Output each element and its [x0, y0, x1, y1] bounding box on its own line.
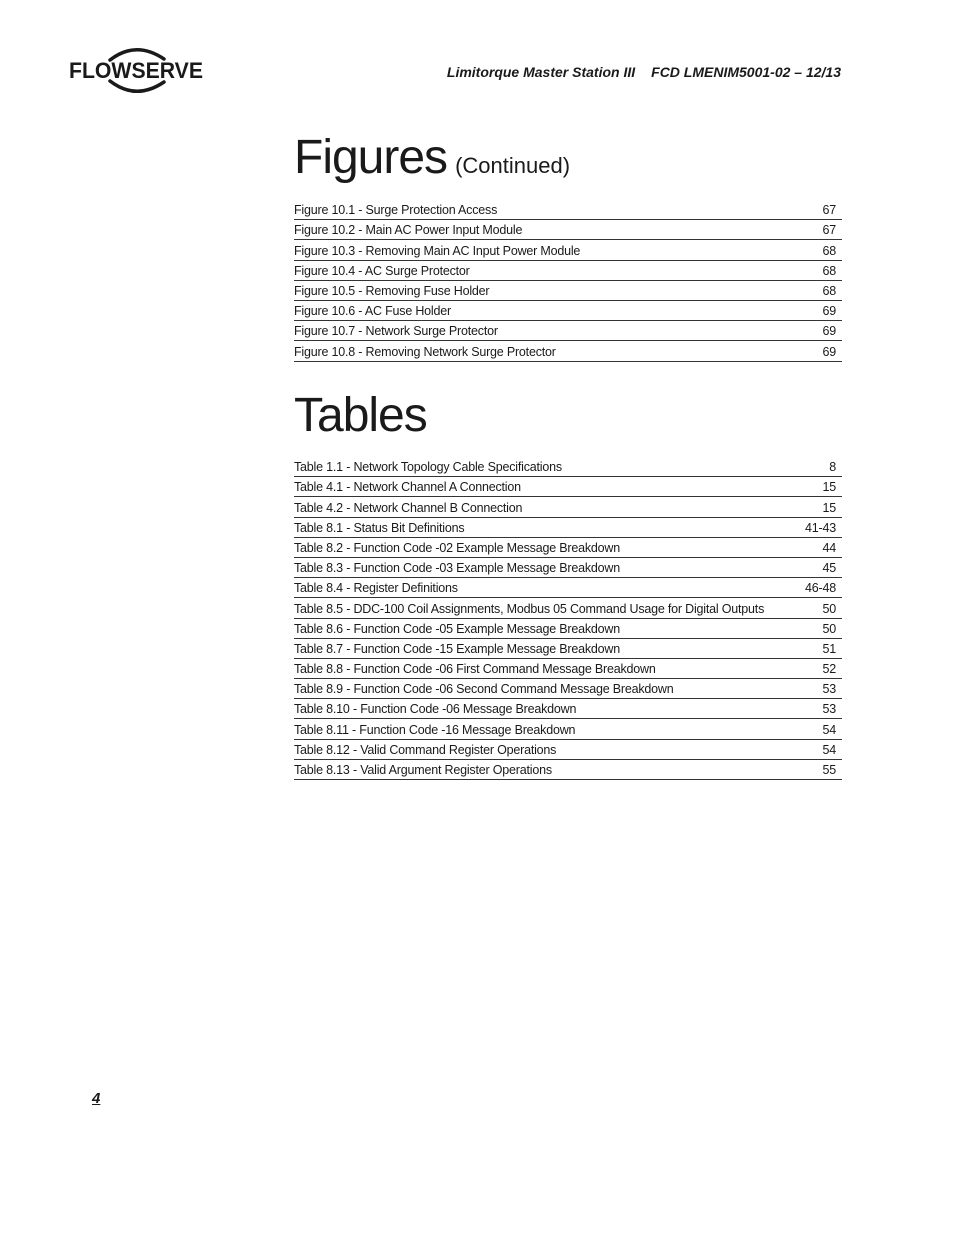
- table-entry[interactable]: [294, 497, 842, 517]
- product-name: Limitorque Master Station III: [446, 64, 636, 80]
- table-entry[interactable]: [294, 740, 842, 760]
- running-header: [447, 64, 841, 80]
- table-entry-label: Table 8.11 - Function Code -16 Message Breakdown: [294, 722, 576, 737]
- flowserve-logo: [68, 42, 208, 98]
- figure-entry-page: 69: [822, 324, 836, 339]
- table-entry-page: 45: [822, 561, 836, 576]
- figures-subtitle: (Continued): [455, 153, 571, 178]
- table-entry-page: 54: [822, 742, 836, 757]
- table-entry-page: 51: [822, 641, 836, 656]
- table-entry[interactable]: [294, 578, 842, 598]
- figure-entry[interactable]: [294, 341, 842, 361]
- figure-entry[interactable]: [294, 321, 842, 341]
- table-entry-label: Table 8.2 - Function Code -02 Example Message Breakdown: [294, 540, 620, 555]
- figure-entry-label: Figure 10.1 - Surge Protection Access: [294, 203, 498, 218]
- table-entry-label: Table 8.13 - Valid Argument Register Operations: [294, 763, 552, 777]
- table-entry-page: 53: [822, 702, 836, 717]
- figure-entry[interactable]: [294, 240, 842, 260]
- figure-entry-page: 69: [822, 344, 836, 359]
- table-entry[interactable]: [294, 619, 842, 639]
- figure-entry-label: Figure 10.4 - AC Surge Protector: [294, 263, 470, 278]
- table-entry[interactable]: [294, 639, 842, 659]
- table-entry-page: 8: [829, 460, 836, 475]
- table-entry-label: Table 4.2 - Network Channel B Connection: [294, 500, 523, 515]
- table-entry-page: 44: [822, 540, 836, 555]
- figure-entry[interactable]: [294, 200, 842, 220]
- table-entry-page: 15: [822, 480, 836, 495]
- table-entry[interactable]: [294, 598, 842, 618]
- figure-entry-label: Figure 10.7 - Network Surge Protector: [294, 324, 498, 339]
- table-entry-label: Table 8.7 - Function Code -15 Example Message Breakdown: [294, 641, 620, 656]
- table-entry[interactable]: [294, 518, 842, 538]
- page-number: 4: [92, 1090, 101, 1107]
- table-entry[interactable]: [294, 538, 842, 558]
- figure-entry-page: 67: [822, 203, 836, 218]
- figures-list: [294, 200, 842, 362]
- table-entry-label: Table 8.9 - Function Code -06 Second Command Message Breakdown: [294, 682, 674, 697]
- figure-entry[interactable]: [294, 281, 842, 301]
- table-entry-page: 54: [822, 722, 836, 737]
- figure-entry[interactable]: [294, 261, 842, 281]
- table-entry-label: Table 8.3 - Function Code -03 Example Message Breakdown: [294, 561, 620, 576]
- figure-entry-label: Figure 10.2 - Main AC Power Input Module: [294, 223, 523, 238]
- figure-entry[interactable]: [294, 301, 842, 321]
- figure-entry-page: 68: [822, 263, 836, 278]
- table-entry-label: Table 4.1 - Network Channel A Connection: [294, 480, 521, 495]
- figure-entry-label: Figure 10.6 - AC Fuse Holder: [294, 304, 451, 319]
- figure-entry-page: 69: [822, 304, 836, 319]
- table-entry[interactable]: [294, 558, 842, 578]
- table-entry[interactable]: [294, 760, 842, 780]
- table-entry-label: Table 8.8 - Function Code -06 First Command Message Breakdown: [294, 662, 656, 677]
- flowserve-logo-mark: [68, 42, 208, 98]
- figures-title: Figures: [294, 131, 448, 184]
- table-entry-label: Table 8.5 - DDC-100 Coil Assignments, Modbus 05 Command Usage for Digital Outputs: [294, 601, 765, 616]
- table-entry-page: 52: [822, 662, 836, 677]
- figure-entry-label: Figure 10.8 - Removing Network Surge Protector: [294, 344, 556, 359]
- table-entry-label: Table 8.4 - Register Definitions: [294, 581, 458, 596]
- table-entry-label: Table 8.10 - Function Code -06 Message Breakdown: [294, 702, 577, 717]
- table-entry-page: 46-48: [805, 581, 836, 596]
- figure-entry-page: 68: [822, 283, 836, 298]
- table-entry[interactable]: [294, 699, 842, 719]
- table-entry-page: 50: [822, 621, 836, 636]
- figure-entry-page: 67: [822, 223, 836, 238]
- table-entry-page: 53: [822, 682, 836, 697]
- figure-entry-page: 68: [822, 243, 836, 258]
- table-entry[interactable]: [294, 457, 842, 477]
- logo-wordmark: FLOWSERVE: [69, 58, 203, 83]
- table-entry-label: Table 1.1 - Network Topology Cable Specifications: [294, 460, 562, 475]
- tables-heading: [294, 388, 427, 444]
- table-entry-page: 50: [822, 601, 836, 616]
- table-entry[interactable]: [294, 477, 842, 497]
- figure-entry[interactable]: [294, 220, 842, 240]
- table-entry-label: Table 8.1 - Status Bit Definitions: [294, 520, 465, 535]
- table-entry-label: Table 8.6 - Function Code -05 Example Message Breakdown: [294, 621, 620, 636]
- table-entry[interactable]: [294, 659, 842, 679]
- document-code: FCD LMENIM5001-02 – 12/13: [651, 64, 841, 80]
- figure-entry-label: Figure 10.3 - Removing Main AC Input Power Module: [294, 243, 581, 258]
- table-entry-label: Table 8.12 - Valid Command Register Operations: [294, 742, 557, 757]
- table-entry-page: 15: [822, 500, 836, 515]
- tables-list: [294, 457, 842, 780]
- figure-entry-label: Figure 10.5 - Removing Fuse Holder: [294, 283, 490, 298]
- figures-heading: [294, 130, 570, 194]
- tables-title: Tables: [294, 389, 427, 442]
- table-entry[interactable]: [294, 719, 842, 739]
- table-entry[interactable]: [294, 679, 842, 699]
- table-entry-page: 55: [822, 763, 836, 777]
- table-entry-page: 41-43: [805, 520, 836, 535]
